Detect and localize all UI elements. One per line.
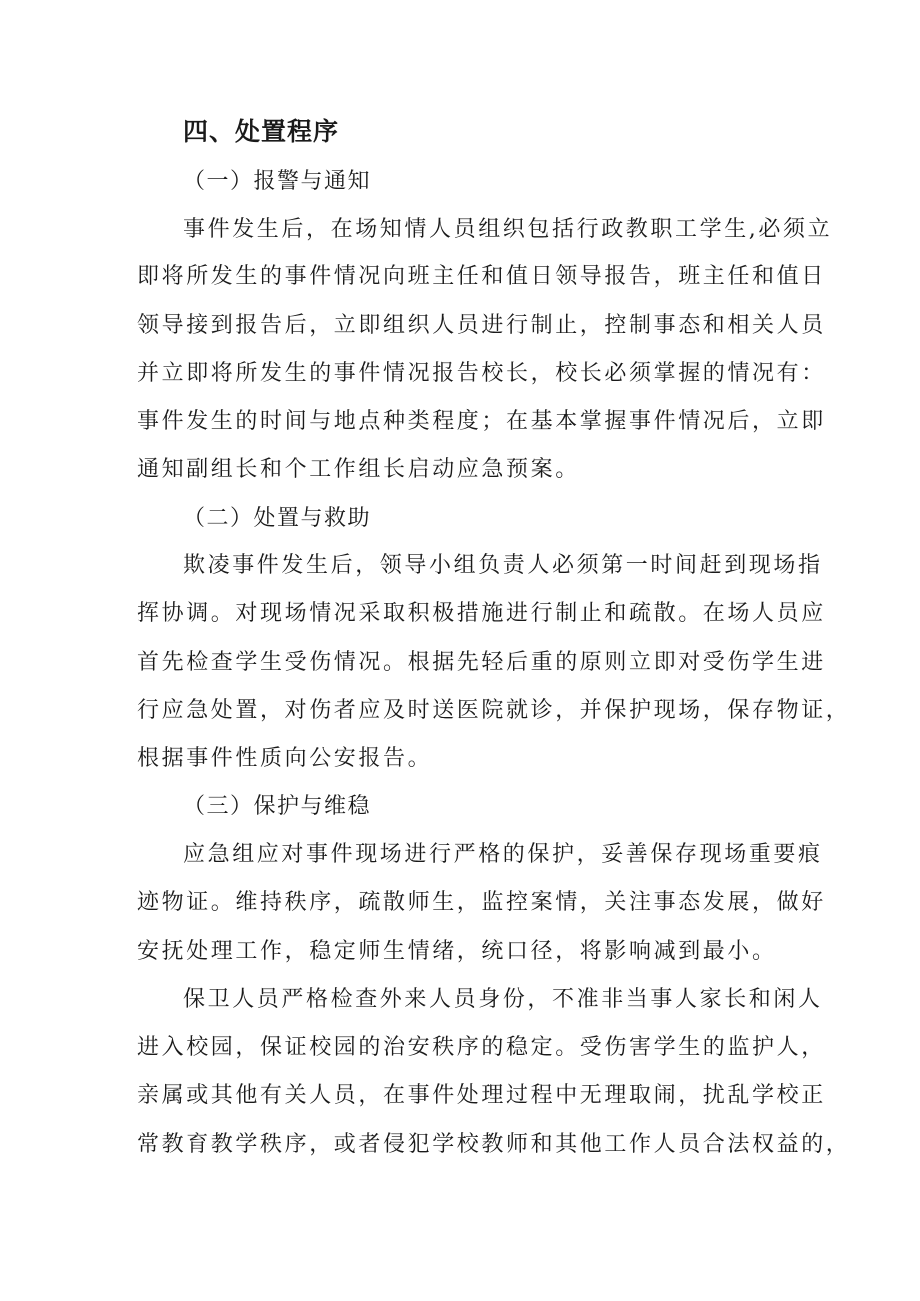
paragraph-line: 安抚处理工作，稳定师生情绪，统口径，将影响减到最小。 [137,939,777,964]
subsection-title: （三）保护与维稳 [183,794,372,819]
subsection-title: （二）处置与救助 [183,506,372,531]
paragraph-line: 常教育教学秩序，或者侵犯学校教师和其他工作人员合法权益的， [137,1132,851,1157]
paragraph-line: 欺凌事件发生后，领导小组负责人必须第一时间赶到现场指 [183,553,823,578]
paragraph-line: 保卫人员严格检查外来人员身份，不准非当事人家长和闲人 [183,987,823,1012]
section-heading: 四、处置程序 [183,117,340,146]
paragraph-line: 即将所发生的事件情况向班主任和值日领导报告，班主任和值日 [137,264,826,289]
paragraph-line: 亲属或其他有关人员，在事件处理过程中无理取闹，扰乱学校正 [137,1083,826,1108]
paragraph-line: 领导接到报告后，立即组织人员进行制止，控制事态和相关人员 [137,313,826,338]
paragraph-line: 行应急处置，对伤者应及时送医院就诊，并保护现场，保存物证， [137,698,851,723]
paragraph-line: 应急组应对事件现场进行严格的保护，妥善保存现场重要痕 [183,842,823,867]
paragraph-line: 根据事件性质向公安报告。 [137,746,433,771]
paragraph-line: 进入校园，保证校园的治安秩序的稳定。受伤害学生的监护人， [137,1035,826,1060]
paragraph-line: 首先检查学生受伤情况。根据先轻后重的原则立即对受伤学生进 [137,650,826,675]
paragraph-line: 并立即将所发生的事件情况报告校长，校长必须掌握的情况有： [137,361,826,386]
subsection-title: （一）报警与通知 [183,169,372,194]
paragraph-line: 通知副组长和个工作组长启动应急预案。 [137,457,580,482]
paragraph-line: 事件发生的时间与地点种类程度；在基本掌握事件情况后，立即 [137,409,826,434]
paragraph-line: 事件发生后，在场知情人员组织包括行政教职工学生,必须立 [183,217,833,242]
paragraph-line: 迹物证。维持秩序，疏散师生，监控案情，关注事态发展，做好 [137,890,826,915]
paragraph-line: 挥协调。对现场情况采取积极措施进行制止和疏散。在场人员应 [137,601,826,626]
